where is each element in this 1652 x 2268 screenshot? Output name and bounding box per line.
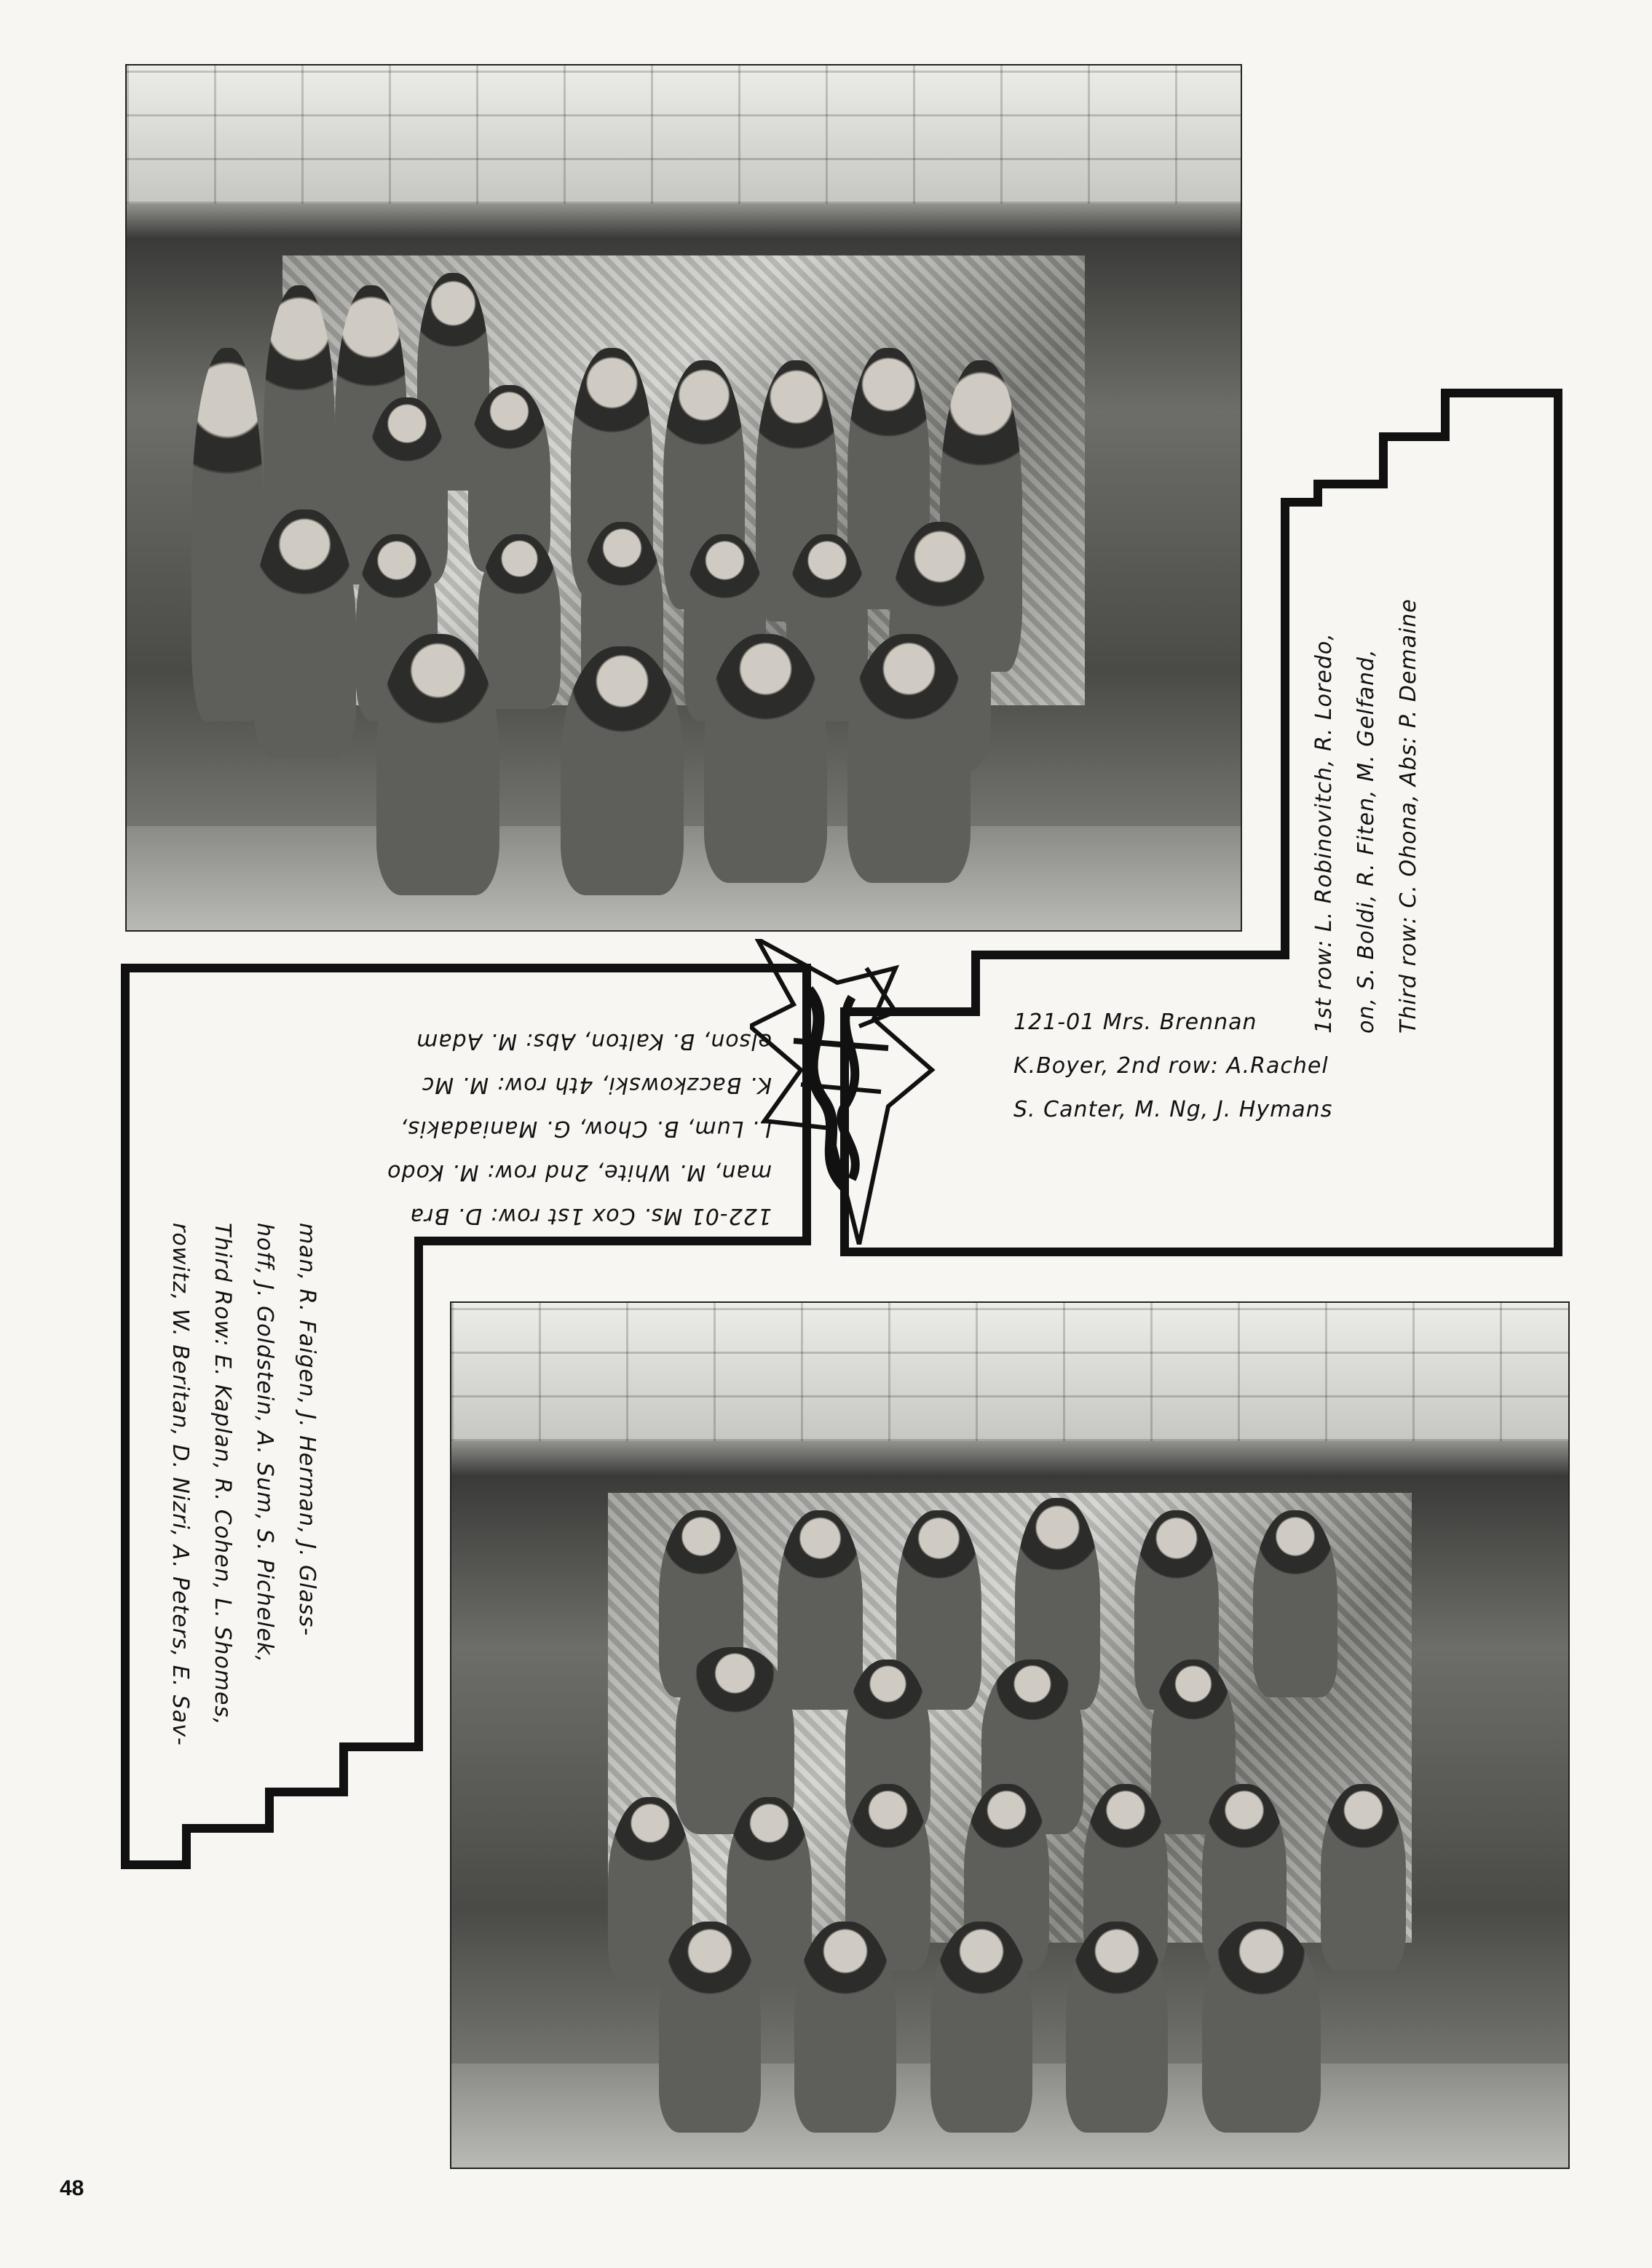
caption-line: hoff, J. Goldstein, A. Sum, S. Pichelek, (252, 1223, 277, 1663)
caption-line: Third Row: E. Kaplan, R. Cohen, L. Shomes, (210, 1223, 235, 1726)
caption-line: on, S. Boldi, R. Fiten, M. Gelfand, (1353, 649, 1379, 1034)
caption-line: 1st row: L. Robinovitch, R. Loredo, (1311, 633, 1337, 1034)
page-number: 48 (60, 2176, 84, 2200)
caption-line: 121-01 Mrs. Brennan (1013, 1010, 1257, 1035)
caption-line: rowitz, W. Beritan, D. Nizri, A. Peters, E. Sav- (167, 1223, 193, 1746)
caption-class-122-vertical (159, 1223, 328, 1746)
caption-line: man, R. Faigen, J. Herman, J. Glass- (294, 1223, 320, 1637)
caption-class-121-vertical (1303, 598, 1430, 1034)
caption-line: S. Canter, M. Ng, J. Hymans (1013, 1097, 1333, 1122)
stylized-emblem-icon (750, 939, 939, 1245)
caption-line: elson, B. Kalton, Abs: M. Adam (415, 1028, 772, 1054)
caption-line: man, M. White, 2nd row: M. Kodo (387, 1159, 772, 1185)
caption-class-121 (1013, 1001, 1332, 1132)
caption-line: Third row: C. Ohona, Abs: P. Demaine (1396, 598, 1421, 1034)
caption-class-122 (387, 1019, 772, 1237)
caption-line: K.Boyer, 2nd row: A.Rachel (1013, 1053, 1329, 1079)
caption-line: 122-01 Ms. Cox 1st row: D. Bra (409, 1203, 772, 1229)
caption-line: K. Baczkowski, 4th row: M. Mc (421, 1072, 772, 1098)
caption-line: L. Lum, B. Chow, G. Maniadakis, (399, 1116, 772, 1141)
